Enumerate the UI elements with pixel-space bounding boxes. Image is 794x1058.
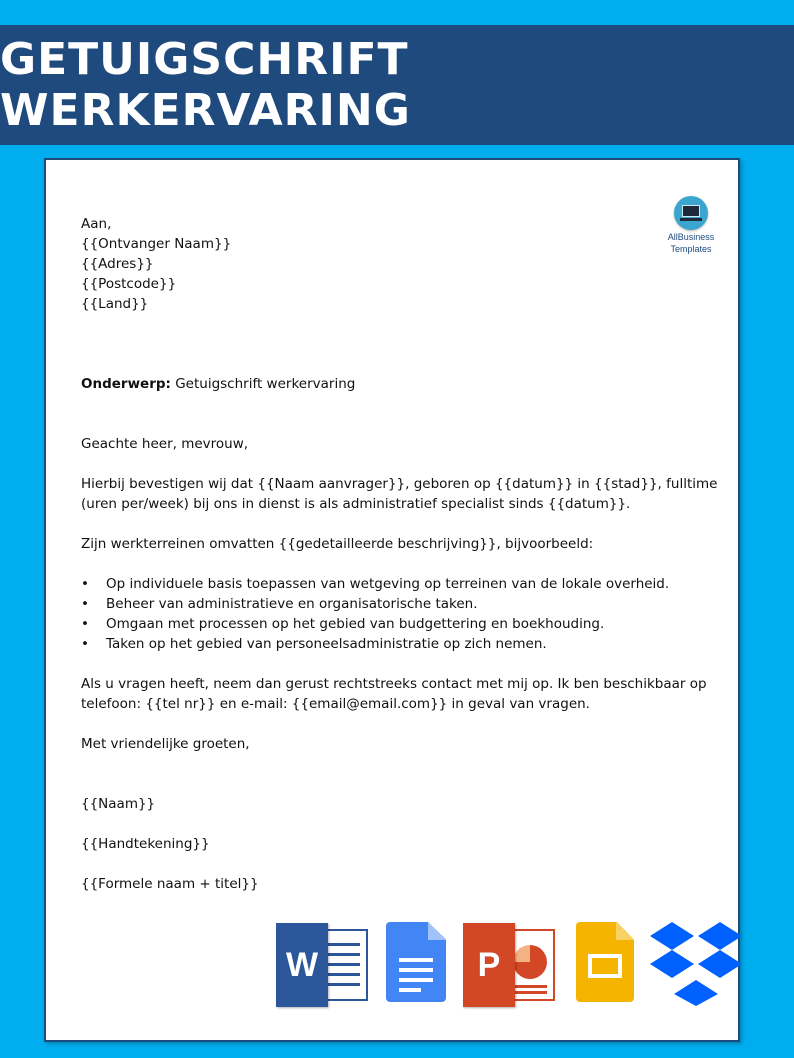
subject-line bbox=[81, 374, 721, 394]
list-item: • Beheer van administratieve en organisatorische taken. bbox=[81, 594, 721, 614]
address-line: {{Land}} bbox=[81, 296, 149, 312]
document-page bbox=[44, 158, 740, 1042]
signature-placeholder: {{Handtekening}} bbox=[81, 836, 210, 852]
title-banner bbox=[0, 25, 794, 145]
paragraph-intro: Hierbij bevestigen wij dat {{Naam aanvrager}}, geboren op {{datum}} in {{stad}}, fulltime (uren per/week) bij ons in dienst is als administratief specialist sinds {{datum}}. bbox=[81, 476, 718, 512]
duties-list bbox=[81, 574, 721, 654]
list-item: • Omgaan met processen op het gebied van budgettering en boekhouding. bbox=[81, 614, 721, 634]
letter-body bbox=[81, 214, 721, 894]
name-placeholder: {{Naam}} bbox=[81, 796, 156, 812]
address-line: {{Ontvanger Naam}} bbox=[81, 236, 232, 252]
google-docs-icon[interactable] bbox=[386, 922, 446, 1002]
list-item: • Op individuele basis toepassen van wetgeving op terreinen van de lokale overheid. bbox=[81, 574, 721, 594]
powerpoint-icon[interactable] bbox=[463, 923, 555, 1007]
page-title: GETUIGSCHRIFT WERKERVARING bbox=[0, 34, 411, 136]
address-line: {{Postcode}} bbox=[81, 276, 177, 292]
word-icon[interactable] bbox=[276, 923, 368, 1007]
salutation: Geachte heer, mevrouw, bbox=[81, 436, 249, 452]
dropbox-icon[interactable] bbox=[648, 920, 744, 1006]
list-item: • Taken op het gebied van personeelsadministratie op zich nemen. bbox=[81, 634, 721, 654]
subject-label: Onderwerp: bbox=[81, 376, 171, 392]
logo-line-2: Templates bbox=[670, 244, 712, 254]
closing: Met vriendelijke groeten, bbox=[81, 736, 250, 752]
paragraph-duties: Zijn werkterreinen omvatten {{gedetailleerde beschrijving}}, bijvoorbeeld: bbox=[81, 536, 594, 552]
google-slides-icon[interactable] bbox=[576, 922, 634, 1002]
subject-text: Getuigschrift werkervaring bbox=[170, 376, 356, 392]
app-icons-row bbox=[276, 918, 736, 1008]
logo-line-1: AllBusiness bbox=[667, 232, 715, 242]
formal-name-placeholder: {{Formele naam + titel}} bbox=[81, 876, 259, 892]
word-letter: W bbox=[276, 923, 328, 1007]
powerpoint-letter: P bbox=[463, 923, 515, 1007]
address-line: {{Adres}} bbox=[81, 256, 154, 272]
paragraph-contact: Als u vragen heeft, neem dan gerust rechtstreeks contact met mij op. Ik ben beschikbaar op telefoon: {{tel nr}} en e-mail: {{email@email.com}} in geval van vragen. bbox=[81, 676, 707, 712]
address-line: Aan, bbox=[81, 216, 112, 232]
